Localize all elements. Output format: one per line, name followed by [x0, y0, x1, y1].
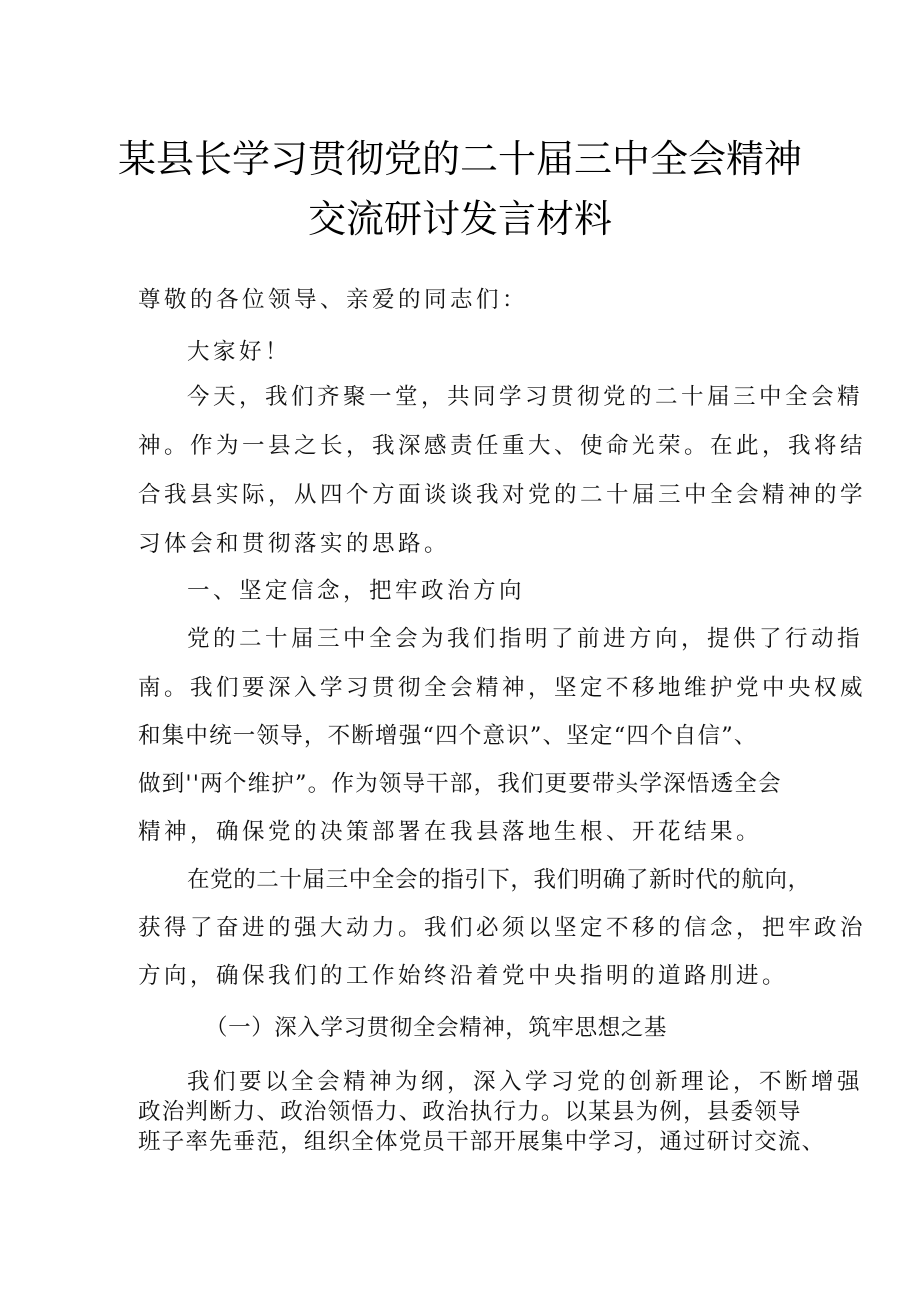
paragraph-1-line: 合我县实际，从四个方面谈谈我对党的二十届三中全会精神的学 — [138, 482, 867, 508]
paragraph-3-line: 方向，确保我们的工作始终沿着党中央指明的道路刖进。 — [138, 963, 789, 989]
paragraph-4-line: 班子率先垂范，组织全体党员干部开展集中学习，通过研讨交流、 — [138, 1129, 826, 1155]
paragraph-2-line: 南。我们要深入学习贯彻全会精神，坚定不移地维护党中央权威 — [138, 675, 867, 701]
document-title-line-2: 交流研讨发言材料 — [307, 197, 612, 241]
document-title-line-1: 某县长学习贯彻党的二十届三中全会精神 — [117, 137, 802, 181]
paragraph-3-line: 获得了奋进的强大动力。我们必须以坚定不移的信念，把牢政治 — [138, 915, 867, 941]
paragraph-3-line: 在党的二十届三中全会的指引下，我们明确了新时代的航向， — [187, 867, 811, 893]
paragraph-2-line: 做到''两个维护”。作为领导干部，我们更要带头学深悟透全会 — [138, 771, 782, 797]
paragraph-2-line: 精神，确保党的决策部署在我县落地生根、开花结果。 — [138, 819, 763, 845]
greeting: 大家好！ — [187, 339, 292, 365]
paragraph-4-line: 政治判断力、政治领悟力、政治执行力。以某县为例，县委领导 — [138, 1099, 802, 1125]
paragraph-2-line: 和集中统一领导，不断增强“四个意识”、坚定“四个自信”、 — [138, 723, 758, 749]
paragraph-2-line: 党的二十届三中全会为我们指明了前进方向，提供了行动指 — [187, 626, 864, 652]
subheading-1: （一）深入学习贯彻全会精神，筑牢思想之基 — [205, 1015, 668, 1041]
section-heading-1: 一、坚定信念，把牢政治方向 — [187, 578, 526, 604]
paragraph-1-line: 神。作为一县之长，我深感责任重大、使命光荣。在此，我将结 — [138, 433, 867, 459]
paragraph-4-line: 我们要以全会精神为纲，深入学习党的创新理论，不断增强 — [187, 1069, 864, 1095]
paragraph-1-line: 习体会和贯彻落实的思路。 — [138, 531, 451, 557]
paragraph-1-line: 今天，我们齐聚一堂，共同学习贯彻党的二十届三中全会精 — [187, 384, 864, 410]
salutation: 尊敬的各位领导、亲爱的同志们： — [138, 287, 529, 313]
